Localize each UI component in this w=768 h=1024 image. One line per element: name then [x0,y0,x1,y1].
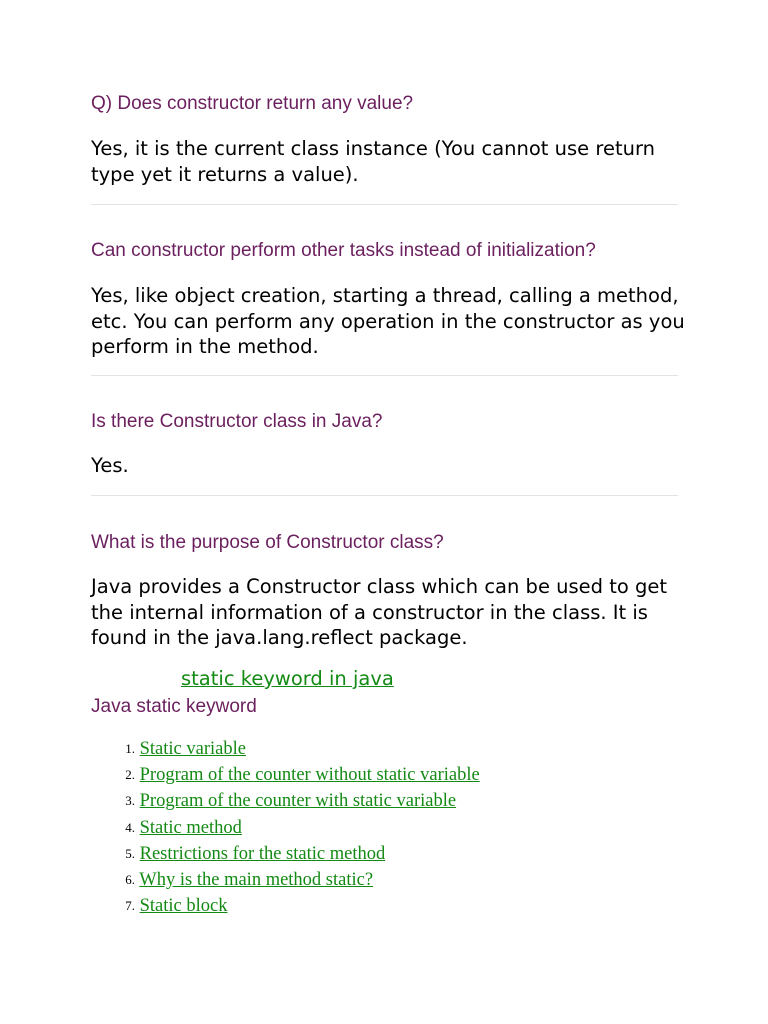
toc-item-number: 2. [125,767,135,783]
toc-item [110,789,480,815]
table-of-contents [110,737,480,920]
toc-link-counter-without-static[interactable]: Program of the counter without static variable [139,765,480,786]
toc-link-main-method-static[interactable]: Why is the main method static? [139,869,374,890]
toc-item [110,894,480,920]
toc-item-number: 3. [125,793,135,809]
toc-item-number: 1. [125,741,135,756]
toc-item-number: 7. [125,898,135,914]
toc-link-restrictions[interactable]: Restrictions for the static method [139,843,386,864]
faq-answer-3: Yes. [91,454,129,477]
faq-question-1: Q) Does constructor return any value? [91,93,414,114]
toc-link-static-method[interactable]: Static method [139,817,242,838]
toc-item [110,868,480,894]
divider [91,375,678,376]
faq-question-3: Is there Constructor class in Java? [91,411,383,432]
divider [91,495,678,496]
toc-item [110,816,480,842]
next-topic-link[interactable]: static keyword in java [181,667,394,690]
faq-answer-2: Yes, like object creation, starting a thread, calling a method, etc. You can perform any operation in the constructor as you perform in the method. [91,284,685,358]
faq-answer-4: Java provides a Constructor class which can be used to get the internal information of a constructor in the class. It is found in the java.lang.reflect package. [91,575,668,649]
faq-answer-1: Yes, it is the current class instance (You cannot use return type yet it returns a value). [91,137,655,186]
toc-item [110,842,480,868]
toc-item-number: 4. [125,819,135,835]
toc-item-number: 6. [125,871,135,887]
faq-question-2: Can constructor perform other tasks instead of initialization? [91,240,596,261]
toc-link-static-block[interactable]: Static block [139,896,228,917]
toc-item-number: 5. [125,845,135,861]
section-title: Java static keyword [91,696,257,717]
toc-item [110,763,480,789]
toc-item [110,737,480,763]
toc-link-static-variable[interactable]: Static variable [139,739,246,759]
faq-question-4: What is the purpose of Constructor class? [91,532,444,553]
toc-link-counter-with-static[interactable]: Program of the counter with static variable [139,791,457,812]
divider [91,204,678,205]
